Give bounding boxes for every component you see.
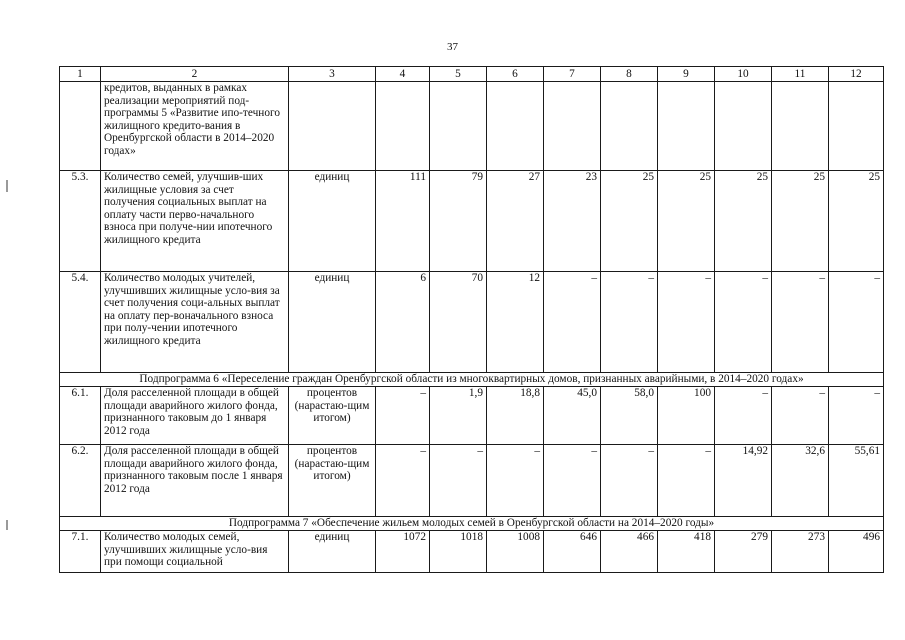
column-header: 8 — [601, 67, 658, 82]
value-cell: 58,0 — [601, 387, 658, 445]
value-cell: 100 — [658, 387, 715, 445]
value-cell — [487, 82, 544, 171]
value-cell: 25 — [772, 171, 829, 272]
value-cell: – — [487, 445, 544, 517]
unit: единиц — [289, 171, 376, 272]
subprogram-title: Подпрограмма 7 «Обеспечение жильем молодых семей в Оренбургской области на 2014–2020 годы» — [60, 517, 884, 531]
value-cell: 1008 — [487, 531, 544, 573]
subprogram-title: Подпрограмма 6 «Переселение граждан Оренбургской области из многоквартирных домов, признанных аварийными, в 2014–2020 годах» — [60, 373, 884, 387]
value-cell: 1072 — [376, 531, 430, 573]
table-row — [60, 171, 884, 272]
value-cell: 12 — [487, 272, 544, 373]
column-header: 9 — [658, 67, 715, 82]
table-row — [60, 531, 884, 573]
unit: процентов (нарастаю-щим итогом) — [289, 445, 376, 517]
indicator-name: Доля расселенной площади в общей площади аварийного жилого фонда, признанного таковым до 1 января 2012 года — [101, 387, 289, 445]
value-cell: – — [430, 445, 487, 517]
value-cell: 70 — [430, 272, 487, 373]
value-cell — [376, 82, 430, 171]
column-header: 6 — [487, 67, 544, 82]
value-cell: 111 — [376, 171, 430, 272]
row-number: 6.1. — [60, 387, 101, 445]
value-cell: – — [601, 272, 658, 373]
scan-mark — [6, 520, 8, 530]
value-cell — [658, 82, 715, 171]
unit: единиц — [289, 531, 376, 573]
section-row — [60, 373, 884, 387]
row-number: 7.1. — [60, 531, 101, 573]
value-cell: 25 — [601, 171, 658, 272]
value-cell — [715, 82, 772, 171]
value-cell: 1,9 — [430, 387, 487, 445]
value-cell — [772, 82, 829, 171]
indicator-name: Количество молодых учителей, улучшивших жилищные усло-вия за счет получения соци-альных выплат на оплату пер-воначального взноса при полу-чении ипотечного жилищного кредита — [101, 272, 289, 373]
value-cell: 466 — [601, 531, 658, 573]
value-cell: 18,8 — [487, 387, 544, 445]
value-cell: 418 — [658, 531, 715, 573]
column-number-row — [60, 67, 884, 82]
value-cell: 25 — [658, 171, 715, 272]
column-header: 12 — [829, 67, 884, 82]
value-cell: – — [544, 445, 601, 517]
column-header: 5 — [430, 67, 487, 82]
value-cell: 79 — [430, 171, 487, 272]
column-header: 2 — [101, 67, 289, 82]
value-cell: 279 — [715, 531, 772, 573]
value-cell: 646 — [544, 531, 601, 573]
row-number: 6.2. — [60, 445, 101, 517]
value-cell: 6 — [376, 272, 430, 373]
section-row — [60, 517, 884, 531]
column-header: 4 — [376, 67, 430, 82]
column-header: 10 — [715, 67, 772, 82]
column-header: 7 — [544, 67, 601, 82]
value-cell: – — [658, 445, 715, 517]
value-cell: – — [715, 272, 772, 373]
indicator-name: кредитов, выданных в рамках реализации мероприятий под-программы 5 «Развитие ипо-течного жилищного кредито-вания в Оренбургской области в 2014–2020 годах» — [101, 82, 289, 171]
column-header: 11 — [772, 67, 829, 82]
row-number: 5.4. — [60, 272, 101, 373]
value-cell — [829, 82, 884, 171]
column-header: 3 — [289, 67, 376, 82]
table-row — [60, 445, 884, 517]
value-cell: – — [715, 387, 772, 445]
value-cell: – — [376, 387, 430, 445]
scan-mark — [6, 180, 8, 192]
value-cell: 27 — [487, 171, 544, 272]
row-number: 5.3. — [60, 171, 101, 272]
value-cell — [544, 82, 601, 171]
value-cell: 32,6 — [772, 445, 829, 517]
indicators-table — [59, 66, 884, 573]
value-cell: 23 — [544, 171, 601, 272]
value-cell: – — [544, 272, 601, 373]
unit: единиц — [289, 272, 376, 373]
column-header: 1 — [60, 67, 101, 82]
page-number: 37 — [447, 41, 458, 53]
value-cell — [430, 82, 487, 171]
table-row — [60, 387, 884, 445]
table-row — [60, 82, 884, 171]
value-cell: – — [829, 272, 884, 373]
value-cell: – — [772, 272, 829, 373]
value-cell — [601, 82, 658, 171]
value-cell: – — [376, 445, 430, 517]
indicator-name: Количество молодых семей, улучшивших жилищные усло-вия при помощи социальной — [101, 531, 289, 573]
value-cell: – — [829, 387, 884, 445]
value-cell: 14,92 — [715, 445, 772, 517]
value-cell: 273 — [772, 531, 829, 573]
table-row — [60, 272, 884, 373]
value-cell: 45,0 — [544, 387, 601, 445]
value-cell: 55,61 — [829, 445, 884, 517]
value-cell: 25 — [829, 171, 884, 272]
indicator-name: Доля расселенной площади в общей площади аварийного жилого фонда, признанного таковым после 1 января 2012 года — [101, 445, 289, 517]
value-cell: 25 — [715, 171, 772, 272]
unit — [289, 82, 376, 171]
value-cell: – — [601, 445, 658, 517]
value-cell: 1018 — [430, 531, 487, 573]
indicator-name: Количество семей, улучшив-ших жилищные условия за счет получения социальных выплат на оплату части перво-начального взноса при получе-нии ипотечного жилищного кредита — [101, 171, 289, 272]
value-cell: – — [658, 272, 715, 373]
value-cell: 496 — [829, 531, 884, 573]
value-cell: – — [772, 387, 829, 445]
row-number — [60, 82, 101, 171]
unit: процентов (нарастаю-щим итогом) — [289, 387, 376, 445]
